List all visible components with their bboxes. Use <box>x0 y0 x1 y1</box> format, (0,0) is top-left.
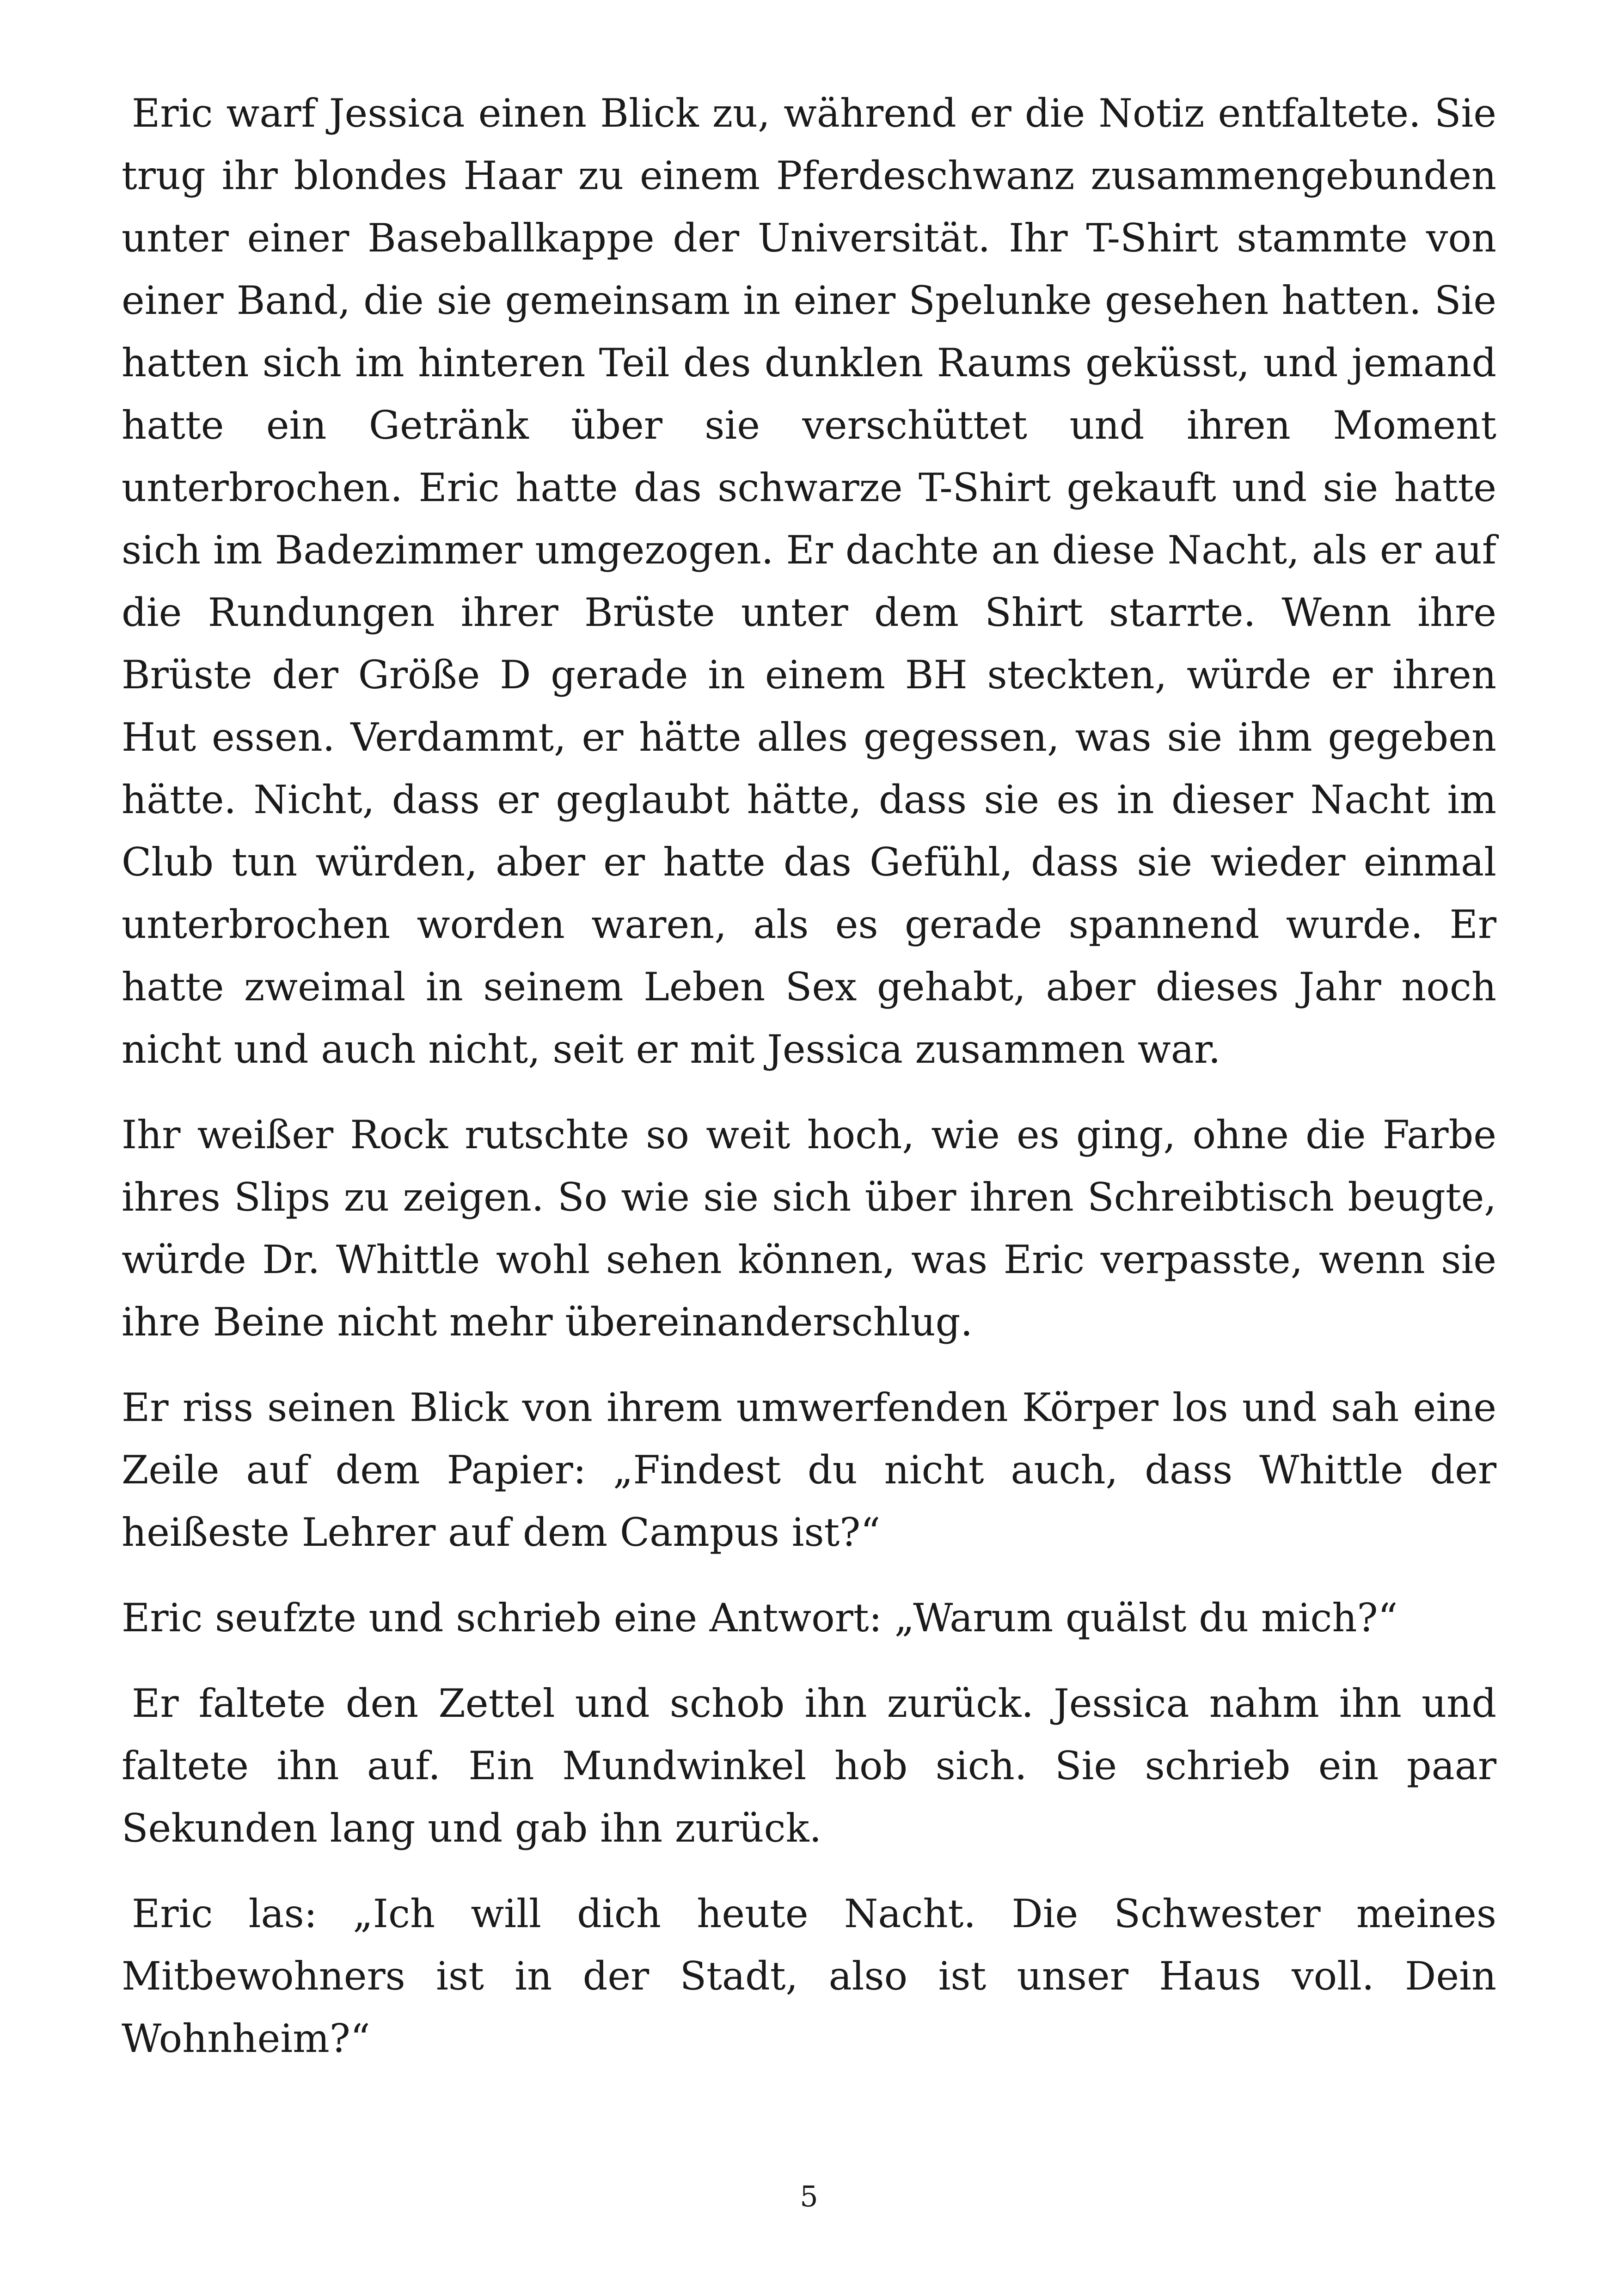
body-text <box>122 82 1496 2093</box>
paragraph-6: Eric las: „Ich will dich heute Nacht. Die Schwester meines Mitbewohners ist in der Stadt, also ist unser Haus voll. Dein Wohnheim?“ <box>122 1891 1496 2061</box>
paragraph-5: Er faltete den Zettel und schob ihn zurück. Jessica nahm ihn und faltete ihn auf. Ein Mundwinkel hob sich. Sie schrieb ein paar Sekunden lang und gab ihn zurück. <box>122 1681 1496 1851</box>
page-number: 5 <box>800 2180 818 2213</box>
paragraph-2: Ihr weißer Rock rutschte so weit hoch, wie es ging, ohne die Farbe ihres Slips zu zeigen. So wie sie sich über ihren Schreibtisch beugte, würde Dr. Whittle wohl sehen können, was Eric verpasste, wenn sie ihre Beine nicht mehr übereinanderschlug. <box>122 1112 1496 1345</box>
paragraph-1: Eric warf Jessica einen Blick zu, während er die Notiz entfaltete. Sie trug ihr blondes Haar zu einem Pferdeschwanz zusammengebunden unter einer Baseballkappe der Universität. Ihr T-Shirt stammte von einer Band, die sie gemeinsam in einer Spelunke gesehen hatten. Sie hatten sich im hinteren Teil des dunklen Raums geküsst, und jemand hatte ein Getränk über sie verschüttet und ihren Moment unterbrochen. Eric hatte das schwarze T-Shirt gekauft und sie hatte sich im Badezimmer umgezogen. Er dachte an diese Nacht, als er auf die Rundungen ihrer Brüste unter dem Shirt starrte. Wenn ihre Brüste der Größe D gerade in einem BH steckten, würde er ihren Hut essen. Verdammt, er hätte alles gegessen, was sie ihm gegeben hätte. Nicht, dass er geglaubt hätte, dass sie es in dieser Nacht im Club tun würden, aber er hatte das Gefühl, dass sie wieder einmal unterbrochen worden waren, als es gerade spannend wurde. Er hatte zweimal in seinem Leben Sex gehabt, aber dieses Jahr noch nicht und auch nicht, seit er mit Jessica zusammen war. <box>122 91 1496 1072</box>
paragraph-3: Er riss seinen Blick von ihrem umwerfenden Körper los und sah eine Zeile auf dem Papier: „Findest du nicht auch, dass Whittle der heißeste Lehrer auf dem Campus ist?“ <box>122 1385 1496 1555</box>
paragraph-4: Eric seufzte und schrieb eine Antwort: „Warum quälst du mich?“ <box>122 1595 1398 1641</box>
